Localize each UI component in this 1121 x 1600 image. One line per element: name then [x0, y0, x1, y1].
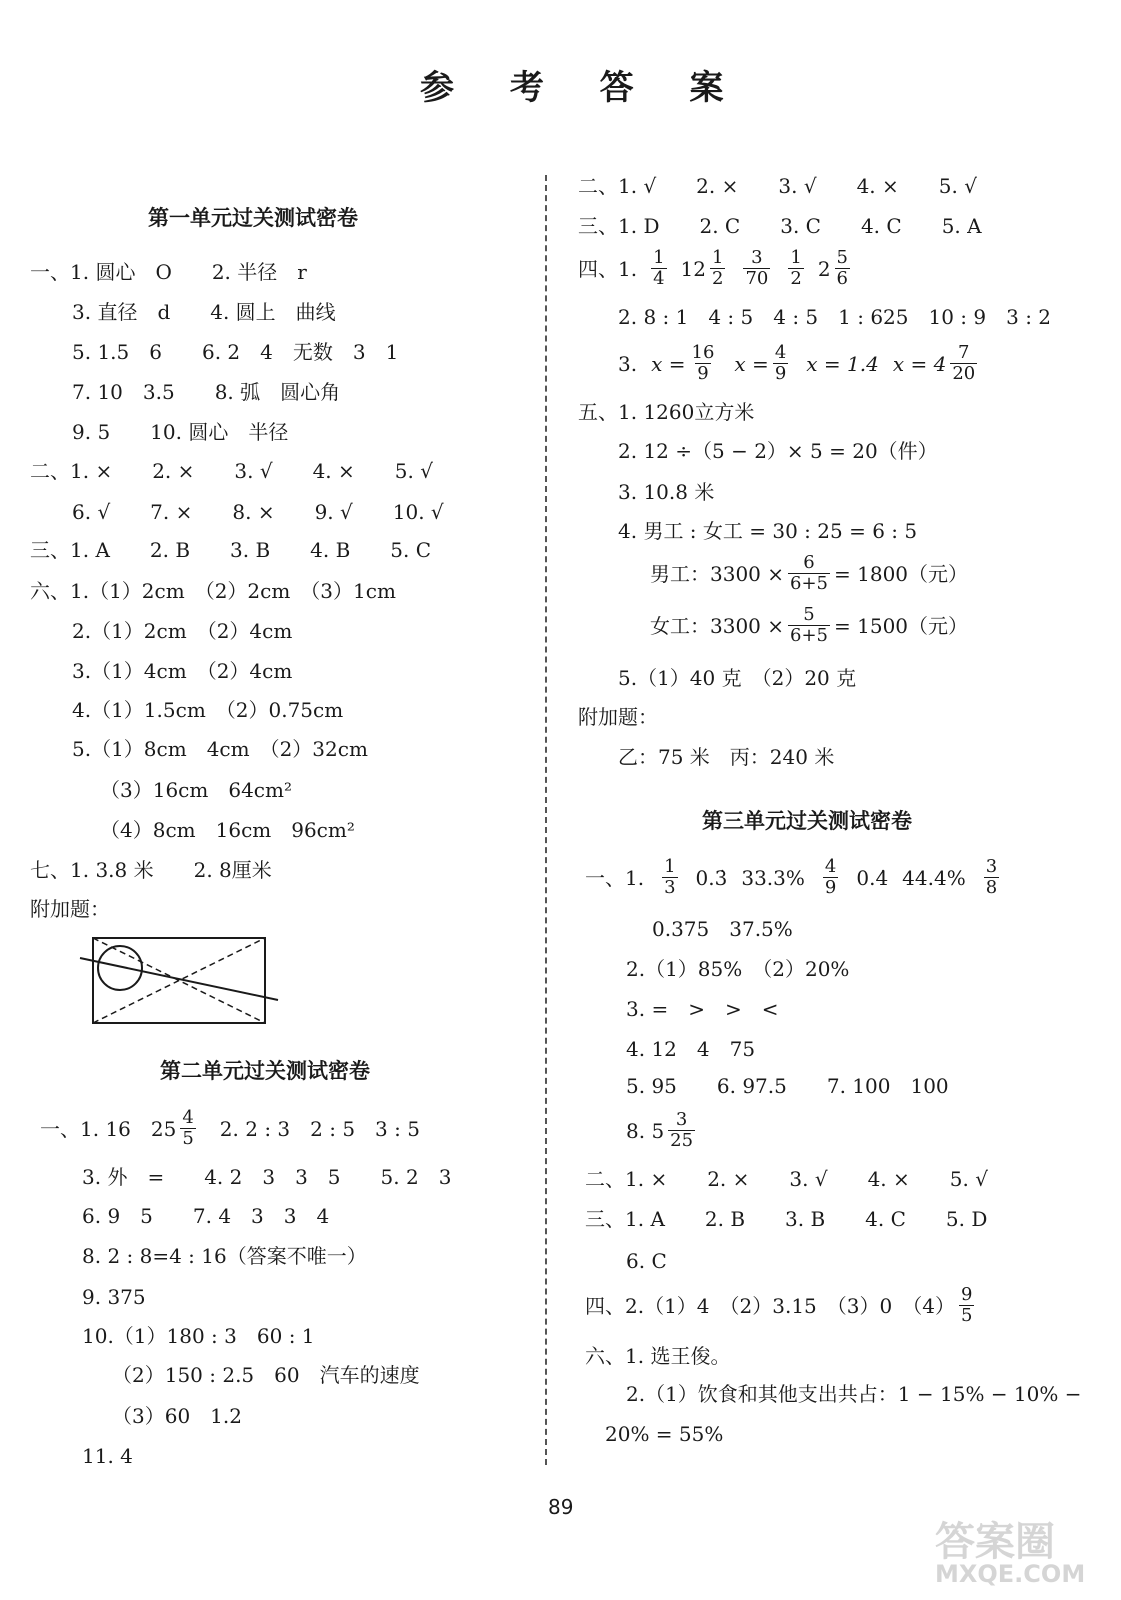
fraction-numerator: 1 — [790, 247, 802, 268]
answer-line: 2.（1）饮食和其他支出共占：1 − 15% − 10% − — [626, 1382, 1082, 1406]
fraction-denominator: 9 — [774, 363, 787, 384]
answer-line: 二、1. √ 2. × 3. √ 4. × 5. √ — [578, 174, 977, 198]
unit2-title: 第二单元过关测试密卷 — [160, 1059, 370, 1083]
answer-line: 5. 95 6. 97.5 7. 100 100 — [626, 1074, 949, 1098]
fraction — [690, 343, 717, 384]
whole-part: 2 — [817, 256, 831, 281]
watermark-logo: 答案圈 — [935, 1519, 1055, 1565]
fraction — [984, 857, 999, 898]
answer-line: 六、1.（1）2cm （2）2cm （3）1cm — [30, 579, 396, 603]
answer-text: 四、2.（1）4 （2）3.15 （3）0 （4） — [585, 1293, 955, 1318]
answer-text: = 1800（元） — [834, 561, 969, 586]
answer-line — [578, 248, 854, 289]
fraction-denominator: 25 — [670, 1130, 694, 1151]
fraction-numerator: 7 — [958, 342, 970, 363]
answer-line: 5. 1.5 6 6. 2 4 无数 3 1 — [72, 340, 399, 364]
answer-line — [626, 1110, 699, 1151]
answer-line: 11. 4 — [82, 1444, 133, 1468]
answer-line — [618, 343, 981, 384]
equation — [651, 343, 720, 384]
fraction-denominator: 9 — [697, 363, 709, 384]
equation-label: x = — [734, 351, 769, 376]
answer-line: 二、1. × 2. × 3. √ 4. × 5. √ — [30, 459, 433, 483]
answer-text: 女工：3300 × — [650, 613, 785, 638]
answer-line: 3. 直径 d 4. 圆上 曲线 — [72, 300, 336, 324]
fraction-denominator: 6+5 — [790, 625, 829, 646]
answer-line: 4.（1）1.5cm （2）0.75cm — [72, 698, 344, 722]
answer-line: 二、1. × 2. × 3. √ 4. × 5. √ — [585, 1167, 988, 1191]
watermark-url: MXQE.COM — [935, 1560, 1086, 1588]
fraction-numerator: 5 — [803, 604, 815, 625]
fraction — [180, 1108, 195, 1149]
answer-text: = 1500（元） — [834, 613, 969, 638]
fraction-numerator: 4 — [824, 856, 837, 877]
answer-text: 一、1. 16 25 — [40, 1116, 177, 1141]
fraction-numerator: 1 — [653, 247, 665, 268]
fraction-denominator: 9 — [824, 877, 837, 898]
answer-line: 9. 5 10. 圆心 半径 — [72, 420, 289, 444]
answer-text: 男工：3300 × — [650, 561, 785, 586]
fraction — [788, 553, 830, 594]
fraction — [662, 857, 677, 898]
fraction-numerator: 4 — [182, 1107, 194, 1128]
answer-line: 8. 2 : 8=4 : 16（答案不唯一） — [82, 1244, 367, 1268]
fraction-numerator: 6 — [803, 552, 815, 573]
fraction — [835, 248, 850, 289]
equation-label: x = — [651, 351, 686, 376]
answer-line: 3. 10.8 米 — [618, 480, 715, 504]
answer-text: 一、1. — [585, 865, 645, 890]
answer-line: 6. 9 5 7. 4 3 3 4 — [82, 1204, 330, 1228]
answer-line — [585, 1285, 978, 1326]
answer-line: 7. 10 3.5 8. 弧 圆心角 — [72, 380, 341, 404]
answer-line: 3.（1）4cm （2）4cm — [72, 659, 293, 683]
fraction-denominator: 5 — [182, 1128, 194, 1149]
answer-value: 0.3̇ — [695, 865, 728, 890]
fraction-denominator: 8 — [985, 877, 998, 898]
answer-line: （2）150 : 2.5 60 汽车的速度 — [112, 1363, 420, 1387]
fraction — [668, 1110, 695, 1151]
answer-text: 8. 5 — [626, 1118, 665, 1143]
answer-line: 10.（1）180 : 3 60 : 1 — [82, 1324, 315, 1348]
fraction-denominator: 70 — [745, 268, 769, 289]
whole-part: 12 — [680, 256, 706, 281]
fraction-numerator: 16 — [691, 342, 715, 363]
answer-line: 2.（1）2cm （2）4cm — [72, 619, 293, 643]
answer-line: 2.（1）85% （2）20% — [626, 957, 850, 981]
fraction-denominator: 20 — [952, 363, 976, 384]
answer-line: 9. 375 — [82, 1285, 146, 1309]
answer-line — [650, 553, 968, 594]
equation — [893, 343, 981, 384]
answer-text: 四、1. — [578, 256, 638, 281]
fraction — [710, 248, 725, 289]
fraction-numerator: 3 — [985, 856, 998, 877]
answer-line: 4. 男工 : 女工 = 30 : 25 = 6 : 5 — [618, 519, 918, 543]
fraction-denominator: 4 — [653, 268, 665, 289]
answer-line: 三、1. D 2. C 3. C 4. C 5. A — [578, 214, 982, 238]
fraction — [823, 857, 838, 898]
answer-line: 三、1. A 2. B 3. B 4. B 5. C — [30, 538, 432, 562]
fraction — [959, 1285, 974, 1326]
fraction-denominator: 6+5 — [790, 573, 829, 594]
answer-line: 2. 12 ÷（5 − 2）× 5 = 20（件） — [618, 439, 938, 463]
answer-line: （3）16cm 64cm² — [100, 778, 292, 802]
answer-line: 5.（1）40 克 （2）20 克 — [618, 666, 857, 690]
answer-line: （3）60 1.2 — [112, 1404, 242, 1428]
answer-line: 六、1. 选王俊。 — [585, 1344, 731, 1368]
fraction-numerator: 4 — [774, 342, 787, 363]
answer-line: 五、1. 1260立方米 — [578, 400, 755, 424]
mixed-number — [980, 857, 1003, 898]
fraction-denominator: 3 — [664, 877, 676, 898]
unit3-title: 第三单元过关测试密卷 — [702, 809, 912, 833]
mixed-number — [658, 857, 681, 898]
answer-value: 33.3% — [741, 865, 805, 890]
answer-line: 4. 12 4 75 — [626, 1037, 756, 1061]
equation-label: x = 1.4 — [806, 351, 879, 376]
answer-line: 0.375 37.5% — [652, 917, 793, 941]
equation — [734, 343, 792, 384]
answer-line: 20% = 55% — [605, 1422, 724, 1446]
fraction-numerator: 3 — [751, 247, 763, 268]
fraction — [743, 248, 770, 289]
fraction-numerator: 3 — [675, 1109, 688, 1130]
fraction — [651, 248, 666, 289]
fraction-numerator: 1 — [712, 247, 724, 268]
page-title: 参 考 答 案 — [420, 68, 746, 108]
answer-line: 5.（1）8cm 4cm （2）32cm — [72, 737, 368, 761]
answer-line: 三、1. A 2. B 3. B 4. C 5. D — [585, 1207, 988, 1231]
equation — [806, 350, 879, 378]
mixed-number — [784, 248, 807, 289]
mixed-number — [946, 343, 981, 384]
fraction-numerator: 9 — [960, 1284, 973, 1305]
answer-line: 2. 8 : 1 4 : 5 4 : 5 1 : 625 10 : 9 3 : 2 — [618, 305, 1052, 329]
fraction-denominator: 2 — [790, 268, 802, 289]
fraction — [788, 248, 803, 289]
answer-line: 3. 外 = 4. 2 3 3 5 5. 2 3 — [82, 1165, 452, 1189]
mixed-number — [647, 248, 670, 289]
mixed-number — [681, 248, 730, 289]
answer-line: 6. C — [626, 1249, 667, 1273]
answer-line: 附加题： — [30, 897, 110, 921]
answer-text: 2. 2 : 3 2 : 5 3 : 5 — [199, 1116, 420, 1141]
answer-line: （4）8cm 16cm 96cm² — [100, 818, 355, 842]
fraction-denominator: 2 — [712, 268, 724, 289]
answer-value: 0.4̇ — [856, 865, 889, 890]
page-number: 89 — [548, 1495, 574, 1519]
answer-line: 一、1. 圆心 O 2. 半径 r — [30, 260, 307, 284]
mixed-number — [769, 343, 792, 384]
mixed-number — [818, 248, 854, 289]
answer-line: 七、1. 3.8 米 2. 8厘米 — [30, 858, 272, 882]
fraction — [950, 343, 977, 384]
fraction-denominator: 5 — [960, 1305, 973, 1326]
geometry-figure — [78, 930, 288, 1030]
answer-line — [585, 857, 1003, 898]
fraction — [788, 605, 830, 646]
answer-text: 3. — [618, 351, 638, 376]
mixed-number — [686, 343, 721, 384]
answer-line: 6. √ 7. × 8. × 9. √ 10. √ — [72, 500, 444, 524]
answer-line — [40, 1108, 420, 1149]
column-divider — [545, 175, 547, 1465]
answer-value: 44.4% — [902, 865, 966, 890]
answer-line: 3. = > > < — [626, 997, 779, 1021]
mixed-number — [739, 248, 774, 289]
answer-line — [650, 605, 968, 646]
fraction — [773, 343, 788, 384]
fraction-numerator: 1 — [664, 856, 676, 877]
fraction-denominator: 6 — [836, 268, 848, 289]
fraction-numerator: 5 — [836, 247, 848, 268]
mixed-number — [819, 857, 842, 898]
answer-line: 乙：75 米 丙：240 米 — [618, 745, 835, 769]
answer-line: 附加题： — [578, 705, 658, 729]
equation-label: x = 4 — [892, 351, 947, 376]
unit1-title: 第一单元过关测试密卷 — [148, 206, 358, 230]
